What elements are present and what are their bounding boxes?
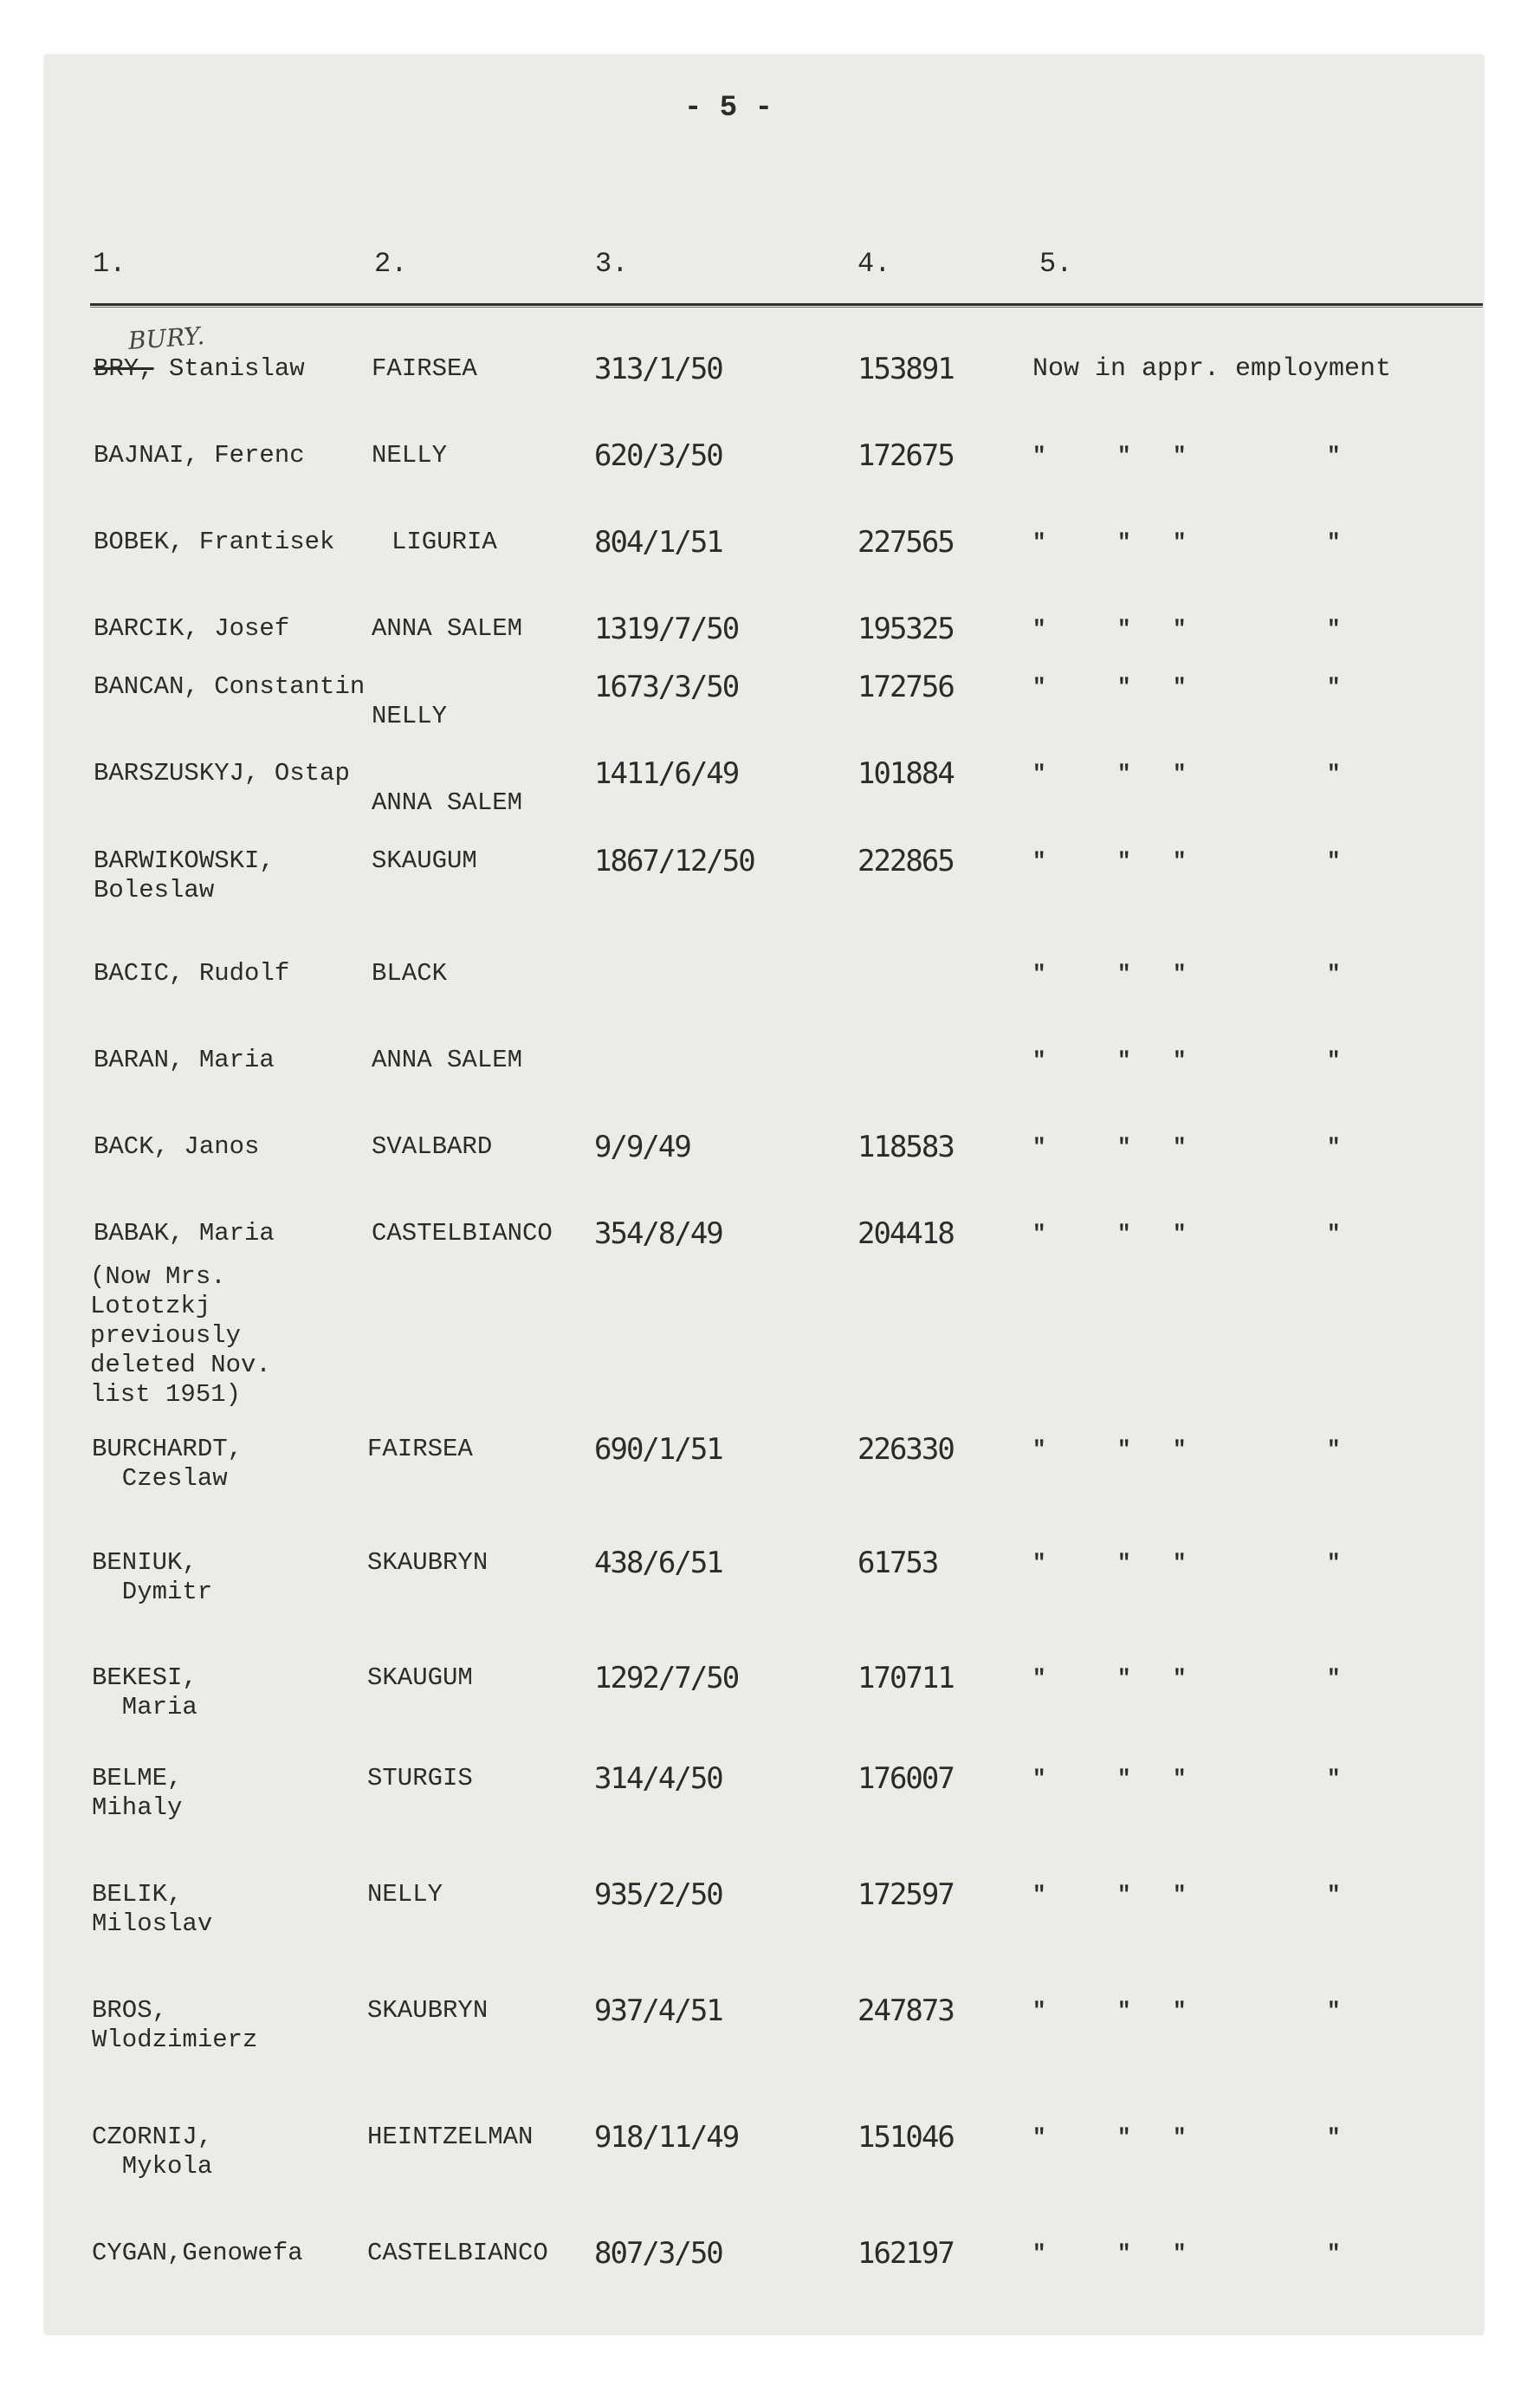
struck-surname: BRY, <box>94 354 154 383</box>
row-5-ditto-3: " <box>1173 674 1187 700</box>
row-1-ref: 313/1/50 <box>594 352 722 386</box>
row-11-ditto-2: " <box>1117 1221 1131 1247</box>
row-18-number: 151046 <box>857 2120 954 2155</box>
row-3-ditto-3: " <box>1173 529 1187 555</box>
given-name: Stanislaw <box>153 354 305 383</box>
row-19-ditto-1: " <box>1032 2240 1046 2266</box>
row-15-ditto-3: " <box>1173 1766 1187 1792</box>
row-14-number: 170711 <box>857 1661 954 1695</box>
row-17-ditto-1: " <box>1032 1998 1046 2024</box>
row-8-ditto-3: " <box>1173 961 1187 987</box>
row-3-name: BOBEK, Frantisek <box>94 528 335 556</box>
row-12-ship: FAIRSEA <box>367 1435 473 1463</box>
row-13-ditto-1: " <box>1032 1550 1046 1576</box>
row-4-ship: ANNA SALEM <box>372 614 523 643</box>
row-16-ditto-4: " <box>1327 1882 1341 1908</box>
row-18-ditto-4: " <box>1327 2124 1341 2150</box>
row-4-ditto-4: " <box>1327 616 1341 642</box>
row-3-ditto-4: " <box>1327 529 1341 555</box>
row-5-ditto-1: " <box>1032 674 1046 700</box>
row-2-ditto-1: " <box>1032 443 1046 469</box>
row-12-ref: 690/1/51 <box>594 1432 722 1467</box>
row-14-ditto-4: " <box>1327 1665 1341 1691</box>
row-3-ditto-2: " <box>1117 529 1131 555</box>
row-9-ship: ANNA SALEM <box>372 1046 523 1074</box>
row-18-ditto-1: " <box>1032 2124 1046 2150</box>
row-1-number: 153891 <box>857 352 954 386</box>
row-16-ship: NELLY <box>367 1880 443 1909</box>
row-2-ref: 620/3/50 <box>594 438 722 473</box>
row-7-ship: SKAUGUM <box>372 846 477 875</box>
row-15-ditto-1: " <box>1032 1766 1046 1792</box>
row-7-ditto-4: " <box>1327 848 1341 874</box>
row-15-name: BELME, Mihaly <box>92 1764 183 1822</box>
row-10-number: 118583 <box>857 1130 954 1164</box>
row-5-ship: NELLY <box>372 702 448 730</box>
row-11-ditto-4: " <box>1327 1221 1341 1247</box>
row-4-ditto-2: " <box>1117 616 1131 642</box>
row-9-name: BARAN, Maria <box>94 1046 275 1074</box>
row-16-ditto-3: " <box>1173 1882 1187 1908</box>
row-19-name: CYGAN,Genowefa <box>92 2239 303 2267</box>
row-14-ref: 1292/7/50 <box>594 1661 739 1695</box>
row-18-ditto-3: " <box>1173 2124 1187 2150</box>
row-6-ditto-1: " <box>1032 761 1046 787</box>
row-5-ref: 1673/3/50 <box>594 670 739 704</box>
row-17-ditto-2: " <box>1117 1998 1131 2024</box>
row-13-ditto-4: " <box>1327 1550 1341 1576</box>
row-17-name: BROS, Wlodzimierz <box>92 1996 258 2054</box>
row-3-ship: LIGURIA <box>391 528 497 556</box>
row-4-ditto-3: " <box>1173 616 1187 642</box>
row-6-ditto-2: " <box>1117 761 1131 787</box>
row-5-name: BANCAN, Constantin <box>94 672 366 701</box>
column-header-2: 2. <box>374 248 408 280</box>
row-12-ditto-4: " <box>1327 1436 1341 1462</box>
row-15-ref: 314/4/50 <box>594 1761 722 1796</box>
row-14-ditto-2: " <box>1117 1665 1131 1691</box>
column-header-1: 1. <box>93 248 126 280</box>
row-15-ditto-4: " <box>1327 1766 1341 1792</box>
row-1-status: Now in appr. employment <box>1032 354 1392 384</box>
row-11-number: 204418 <box>857 1216 954 1251</box>
row-2-ditto-3: " <box>1173 443 1187 469</box>
row-16-name: BELIK, Miloslav <box>92 1880 213 1938</box>
row-14-ditto-3: " <box>1173 1665 1187 1691</box>
header-rule <box>90 303 1483 306</box>
row-8-ship: BLACK <box>372 959 448 988</box>
row-14-name: BEKESI, Maria <box>92 1663 197 1721</box>
row-7-ref: 1867/12/50 <box>594 844 754 878</box>
row-7-number: 222865 <box>857 844 954 878</box>
row-19-ditto-4: " <box>1327 2240 1341 2266</box>
row-17-ditto-3: " <box>1173 1998 1187 2024</box>
row-18-ship: HEINTZELMAN <box>367 2123 534 2151</box>
page-number: - 5 - <box>684 92 773 125</box>
row-11-ditto-1: " <box>1032 1221 1046 1247</box>
row-5-ditto-2: " <box>1117 674 1131 700</box>
row-19-ship: CASTELBIANCO <box>367 2239 548 2267</box>
row-4-name: BARCIK, Josef <box>94 614 290 643</box>
row-8-ditto-4: " <box>1327 961 1341 987</box>
row-15-number: 176007 <box>857 1761 954 1796</box>
row-13-name: BENIUK, Dymitr <box>92 1548 213 1606</box>
row-11-ref: 354/8/49 <box>594 1216 722 1251</box>
row-6-ship: ANNA SALEM <box>372 788 523 817</box>
row-7-ditto-3: " <box>1173 848 1187 874</box>
column-header-4: 4. <box>857 248 891 280</box>
row-12-ditto-2: " <box>1117 1436 1131 1462</box>
row-17-ref: 937/4/51 <box>594 1993 722 2028</box>
row-12-name: BURCHARDT, Czeslaw <box>92 1435 243 1493</box>
row-5-number: 172756 <box>857 670 954 704</box>
row-16-number: 172597 <box>857 1877 954 1912</box>
row-15-ditto-2: " <box>1117 1766 1131 1792</box>
row-10-name: BACK, Janos <box>94 1132 260 1161</box>
row-8-name: BACIC, Rudolf <box>94 959 290 988</box>
row-6-name: BARSZUSKYJ, Ostap <box>94 759 350 788</box>
row-19-number: 162197 <box>857 2236 954 2271</box>
row-8-ditto-2: " <box>1117 961 1131 987</box>
row-10-ditto-3: " <box>1173 1134 1187 1160</box>
row-13-ditto-2: " <box>1117 1550 1131 1576</box>
row-19-ditto-3: " <box>1173 2240 1187 2266</box>
row-9-ditto-3: " <box>1173 1047 1187 1073</box>
handwritten-correction: BURY. <box>126 321 206 356</box>
row-17-number: 247873 <box>857 1993 954 2028</box>
row-18-ditto-2: " <box>1117 2124 1131 2150</box>
row-6-ditto-4: " <box>1327 761 1341 787</box>
row-9-ditto-1: " <box>1032 1047 1046 1073</box>
row-8-ditto-1: " <box>1032 961 1046 987</box>
row-2-ditto-2: " <box>1117 443 1131 469</box>
row-19-ditto-2: " <box>1117 2240 1131 2266</box>
row-2-name: BAJNAI, Ferenc <box>94 441 305 470</box>
row-13-ditto-3: " <box>1173 1550 1187 1576</box>
row-6-ditto-3: " <box>1173 761 1187 787</box>
row-10-ditto-1: " <box>1032 1134 1046 1160</box>
row-12-ditto-3: " <box>1173 1436 1187 1462</box>
row-16-ref: 935/2/50 <box>594 1877 722 1912</box>
row-3-ditto-1: " <box>1032 529 1046 555</box>
row-6-number: 101884 <box>857 756 954 791</box>
row-10-ref: 9/9/49 <box>594 1130 690 1164</box>
row-2-ship: NELLY <box>372 441 448 470</box>
row-3-number: 227565 <box>857 525 954 560</box>
column-header-3: 3. <box>595 248 629 280</box>
row-12-number: 226330 <box>857 1432 954 1467</box>
row-14-ditto-1: " <box>1032 1665 1046 1691</box>
row-12-ditto-1: " <box>1032 1436 1046 1462</box>
row-7-name: BARWIKOWSKI, Boleslaw <box>94 846 275 904</box>
row-15-ship: STURGIS <box>367 1764 473 1792</box>
row-2-number: 172675 <box>857 438 954 473</box>
row-4-ref: 1319/7/50 <box>594 612 739 646</box>
row-17-ship: SKAUBRYN <box>367 1996 489 2025</box>
row-16-ditto-1: " <box>1032 1882 1046 1908</box>
row-7-ditto-2: " <box>1117 848 1131 874</box>
row-2-ditto-4: " <box>1327 443 1341 469</box>
row-11-name: BABAK, Maria <box>94 1219 275 1248</box>
row-6-ref: 1411/6/49 <box>594 756 739 791</box>
row-14-ship: SKAUGUM <box>367 1663 473 1692</box>
row-10-ship: SVALBARD <box>372 1132 493 1161</box>
row-18-name: CZORNIJ, Mykola <box>92 2123 213 2181</box>
row-10-ditto-4: " <box>1327 1134 1341 1160</box>
babak-note: (Now Mrs. Lototzkj previously deleted Nov. list 1951) <box>90 1262 271 1409</box>
row-9-ditto-4: " <box>1327 1047 1341 1073</box>
paper-sheet <box>45 55 1483 2334</box>
row-18-ref: 918/11/49 <box>594 2120 739 2155</box>
row-13-ref: 438/6/51 <box>594 1546 722 1580</box>
row-13-number: 61753 <box>857 1546 938 1580</box>
row-17-ditto-4: " <box>1327 1998 1341 2024</box>
header-rule-thin <box>90 307 1483 308</box>
row-16-ditto-2: " <box>1117 1882 1131 1908</box>
row-3-ref: 804/1/51 <box>594 525 722 560</box>
row-1-name <box>94 354 305 384</box>
row-11-ditto-3: " <box>1173 1221 1187 1247</box>
row-9-ditto-2: " <box>1117 1047 1131 1073</box>
row-7-ditto-1: " <box>1032 848 1046 874</box>
column-header-5: 5. <box>1039 248 1073 280</box>
row-19-ref: 807/3/50 <box>594 2236 722 2271</box>
row-10-ditto-2: " <box>1117 1134 1131 1160</box>
row-13-ship: SKAUBRYN <box>367 1548 489 1577</box>
row-1-ship: FAIRSEA <box>372 354 477 383</box>
row-11-ship: CASTELBIANCO <box>372 1219 553 1248</box>
row-5-ditto-4: " <box>1327 674 1341 700</box>
row-4-number: 195325 <box>857 612 954 646</box>
row-4-ditto-1: " <box>1032 616 1046 642</box>
